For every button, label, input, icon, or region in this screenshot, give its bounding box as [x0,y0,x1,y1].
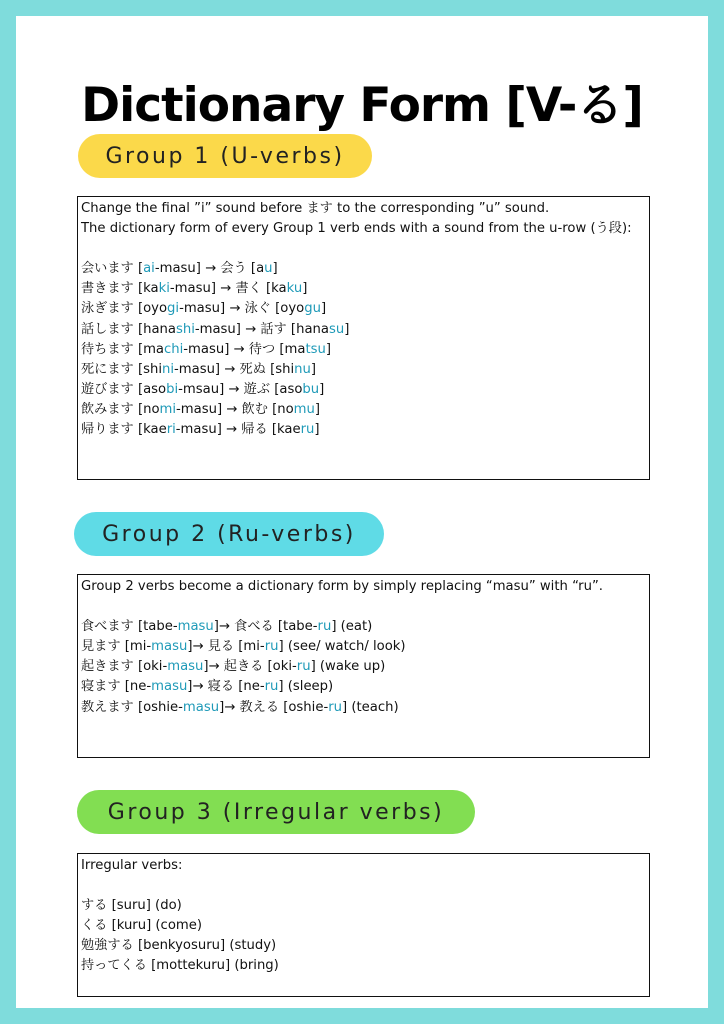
example-text: ] (see/ watch/ look) [278,639,406,655]
example-highlight: ri [166,422,176,438]
group3-box [77,853,650,997]
group1-example-row [81,320,646,340]
example-text: 見ます [mi- [81,639,152,655]
example-highlight: su [328,321,345,337]
group1-example-row [81,259,646,279]
group1-example-row [81,360,646,380]
example-highlight: shi [175,321,195,337]
example-text: ] [302,281,308,297]
group1-example-row [81,400,646,420]
example-text: a [256,261,265,277]
example-highlight: masu [177,619,214,635]
group3-example-row: くる [kuru] (come) [81,918,202,934]
example-text: 起きます [oki- [81,659,168,675]
example-highlight: ru [264,679,279,695]
example-text: ] [344,321,350,337]
example-highlight: bi [166,381,179,397]
example-text: 死にます [shi [81,361,162,377]
group2-example-row [81,677,646,697]
example-highlight: masu [151,639,188,655]
group1-intro-line2: The dictionary form of every Group 1 verb ends with a sound from the u-row (う段): [81,221,632,237]
example-text: 食べます [tabe- [81,619,178,635]
group1-example-row [81,279,646,299]
example-text: -masu] → 待つ [ma [183,341,306,357]
example-highlight: ru [264,639,279,655]
example-highlight: ku [286,281,303,297]
example-text: ] (wake up) [310,659,386,675]
example-text: -masu] → 帰る [kae [175,422,301,438]
group1-example-row [81,299,646,319]
example-text: -masu] → 泳ぐ [oyo [179,301,305,317]
example-text: ] [314,401,321,417]
example-text: ka [143,281,159,297]
example-highlight: gi [167,301,180,317]
example-highlight: tsu [305,341,326,357]
example-text: 話します [hana [81,321,176,337]
example-text: 教えます [oshie- [81,699,183,715]
group3-example-row: する [suru] (do) [81,898,182,914]
example-text: 会います [ [81,261,144,277]
group2-box [77,574,650,758]
example-text: ] [325,341,331,357]
example-text: ]→ 起きる [oki- [203,659,297,675]
example-highlight: mi [159,401,177,417]
group2-example-row [81,637,646,657]
worksheet-page [16,16,708,1008]
example-highlight: ni [161,361,175,377]
group1-heading: Group 1 (U-verbs) [78,134,372,178]
group3-example-row: 勉強する [benkyosuru] (study) [81,938,277,954]
example-text: -masu] → 話す [hana [194,321,329,337]
example-highlight: ki [158,281,170,297]
group1-example-row [81,380,646,400]
example-text: ]→ 教える [oshie- [219,699,329,715]
example-highlight: ru [300,422,315,438]
example-highlight: u [264,261,273,277]
example-highlight: ai [143,261,155,277]
group2-example-row [81,698,646,718]
example-text: -masu] → 書く [ka [169,281,287,297]
example-text: 寝ます [ne- [81,679,152,695]
group3-heading: Group 3 (Irregular verbs) [77,790,475,834]
blank-line [81,239,646,259]
blank-line [81,597,646,617]
example-highlight: masu [151,679,188,695]
group2-heading: Group 2 (Ru-verbs) [74,512,384,556]
example-text: 遊びます [aso [81,381,167,397]
example-text: 飲みます [no [81,401,160,417]
example-text: -masu] → 会う [ [154,261,257,277]
example-highlight: nu [294,361,311,377]
example-text: ] [319,381,325,397]
example-text: ] (teach) [341,699,399,715]
group3-intro: Irregular verbs: [81,858,183,873]
example-text: ] [320,301,327,317]
group2-example-row [81,617,646,637]
example-text: -msau] → 遊ぶ [aso [178,381,303,397]
group2-example-row [81,657,646,677]
example-text: 泳ぎます [oyo [81,301,168,317]
group2-intro: Group 2 verbs become a dictionary form by simply replacing “masu” with “ru”. [81,579,603,594]
example-highlight: mu [293,401,315,417]
group1-intro-line1: Change the final ”i” sound before ます to the corresponding ”u” sound. [81,201,550,216]
example-highlight: gu [304,301,321,317]
example-highlight: masu [182,699,220,715]
group3-example-row: 持ってくる [mottekuru] (bring) [81,958,279,974]
example-text: -masu] → 飲む [no [176,401,294,417]
example-text: ] [310,361,316,377]
example-text: ]→ 寝る [ne- [187,679,265,695]
page-title: Dictionary Form [V-る] [81,78,643,133]
example-highlight: chi [164,341,184,357]
example-text: ]→ 見る [mi- [187,639,265,655]
example-highlight: bu [302,381,320,397]
example-text: ] [314,422,320,438]
example-text: ]→ 食べる [tabe- [213,619,318,635]
group1-example-row [81,340,646,360]
blank-line [81,876,646,896]
example-text: ] (sleep) [278,679,334,695]
example-highlight: ru [296,659,311,675]
group1-box [77,196,650,480]
example-text: ] (eat) [331,619,373,635]
example-text: -masu] → 死ぬ [shi [174,361,295,377]
example-text: 帰ります [kae [81,422,167,438]
example-highlight: ru [328,699,342,715]
group1-example-row [81,420,646,440]
example-text: 待ちます [ma [81,341,165,357]
example-text: 書きます [ [81,281,144,297]
example-highlight: ru [317,619,332,635]
example-text: ] [272,261,278,277]
example-highlight: masu [167,659,204,675]
